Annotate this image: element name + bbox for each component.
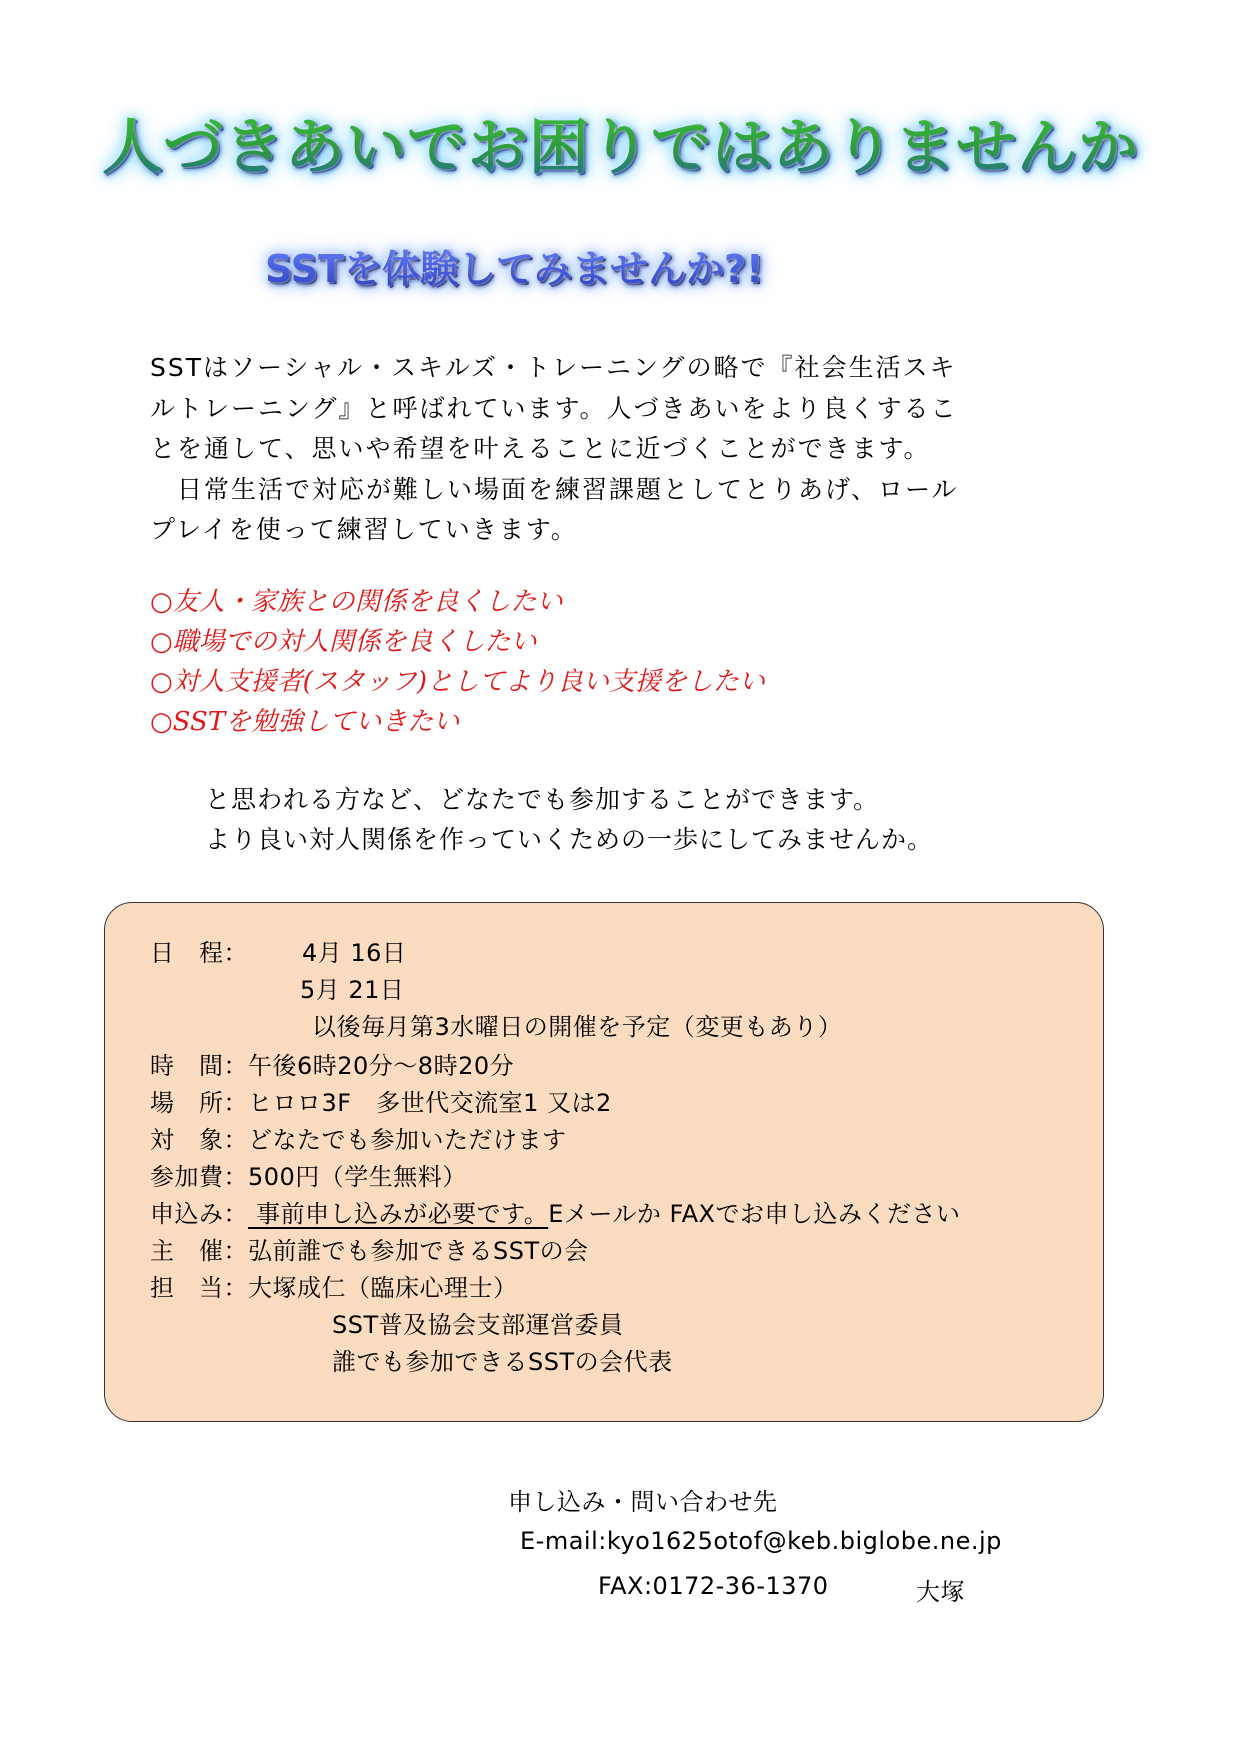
intro-paragraph bbox=[150, 348, 959, 551]
contact-email[interactable]: E-mail:kyo1625otof@keb.biglobe.ne.jp bbox=[520, 1527, 1002, 1555]
apply-label: 申込み： bbox=[150, 1200, 248, 1228]
host-label: 主 催： bbox=[150, 1237, 248, 1265]
fee-label: 参加費： bbox=[150, 1163, 248, 1191]
main-title: 人づきあいでお困りではありませんか bbox=[0, 100, 1241, 186]
intro-line: 日常生活で対応が難しい場面を練習課題としてとりあげ、ロール bbox=[150, 474, 959, 504]
contact-fax: FAX:0172-36-1370 bbox=[598, 1572, 829, 1600]
wish-item: ○SSTを勉強していきたい bbox=[150, 707, 460, 737]
fee-value: 500円（学生無料） bbox=[248, 1163, 467, 1191]
schedule-label: 日 程： bbox=[150, 939, 248, 967]
fee-row bbox=[150, 1159, 467, 1197]
contact-name: 大塚 bbox=[916, 1578, 965, 1606]
invite-line-1: と思われる方など、どなたでも参加することができます。 bbox=[205, 785, 880, 814]
place-row bbox=[150, 1085, 612, 1123]
staff-row bbox=[150, 1270, 518, 1308]
schedule-row bbox=[150, 935, 248, 973]
staff-role-1: SST普及協会支部運営委員 bbox=[332, 1311, 624, 1339]
intro-line: とを通して、思いや希望を叶えることに近づくことができます。 bbox=[150, 434, 931, 463]
invite-line-2: より良い対人関係を作っていくための一歩にしてみませんか。 bbox=[205, 825, 934, 854]
place-value: ヒロロ3F 多世代交流室1 又は2 bbox=[248, 1089, 612, 1117]
contact-heading: 申し込み・問い合わせ先 bbox=[508, 1488, 778, 1516]
staff-label: 担 当： bbox=[150, 1274, 248, 1302]
sub-title: SSTを体験してみませんか?! bbox=[265, 238, 763, 293]
target-row bbox=[150, 1122, 567, 1160]
wish-item: ○職場での対人関係を良くしたい bbox=[150, 627, 537, 657]
apply-method: Eメールか FAXでお申し込みください bbox=[548, 1200, 961, 1228]
wish-list bbox=[150, 582, 765, 742]
wish-item: ○友人・家族との関係を良くしたい bbox=[150, 587, 563, 617]
time-value: 午後6時20分～8時20分 bbox=[248, 1052, 515, 1080]
host-value: 弘前誰でも参加できるSSTの会 bbox=[248, 1237, 589, 1265]
intro-line: SSTはソーシャル・スキルズ・トレーニングの略で『社会生活スキ bbox=[150, 353, 957, 382]
staff-value: 大塚成仁（臨床心理士） bbox=[248, 1274, 518, 1302]
schedule-date-2: 5月 21日 bbox=[300, 976, 405, 1004]
wish-item: ○対人支援者(スタッフ)としてより良い支援をしたい bbox=[150, 667, 765, 697]
schedule-note: 以後毎月第3水曜日の開催を予定（変更もあり） bbox=[312, 1013, 843, 1041]
intro-line: プレイを使って練習していきます。 bbox=[150, 515, 578, 544]
host-row bbox=[150, 1233, 589, 1271]
place-label: 場 所： bbox=[150, 1089, 248, 1117]
time-label: 時 間： bbox=[150, 1052, 248, 1080]
apply-row bbox=[150, 1196, 961, 1234]
time-row bbox=[150, 1048, 514, 1086]
schedule-date-1: 4月 16日 bbox=[302, 939, 407, 967]
target-label: 対 象： bbox=[150, 1126, 248, 1154]
intro-line: ルトレーニング』と呼ばれています。人づきあいをより良くするこ bbox=[150, 393, 958, 423]
target-value: どなたでも参加いただけます bbox=[248, 1126, 567, 1154]
staff-role-2: 誰でも参加できるSSTの会代表 bbox=[332, 1348, 673, 1376]
apply-required: 事前申し込みが必要です。 bbox=[248, 1200, 549, 1228]
invite-text bbox=[205, 780, 933, 860]
